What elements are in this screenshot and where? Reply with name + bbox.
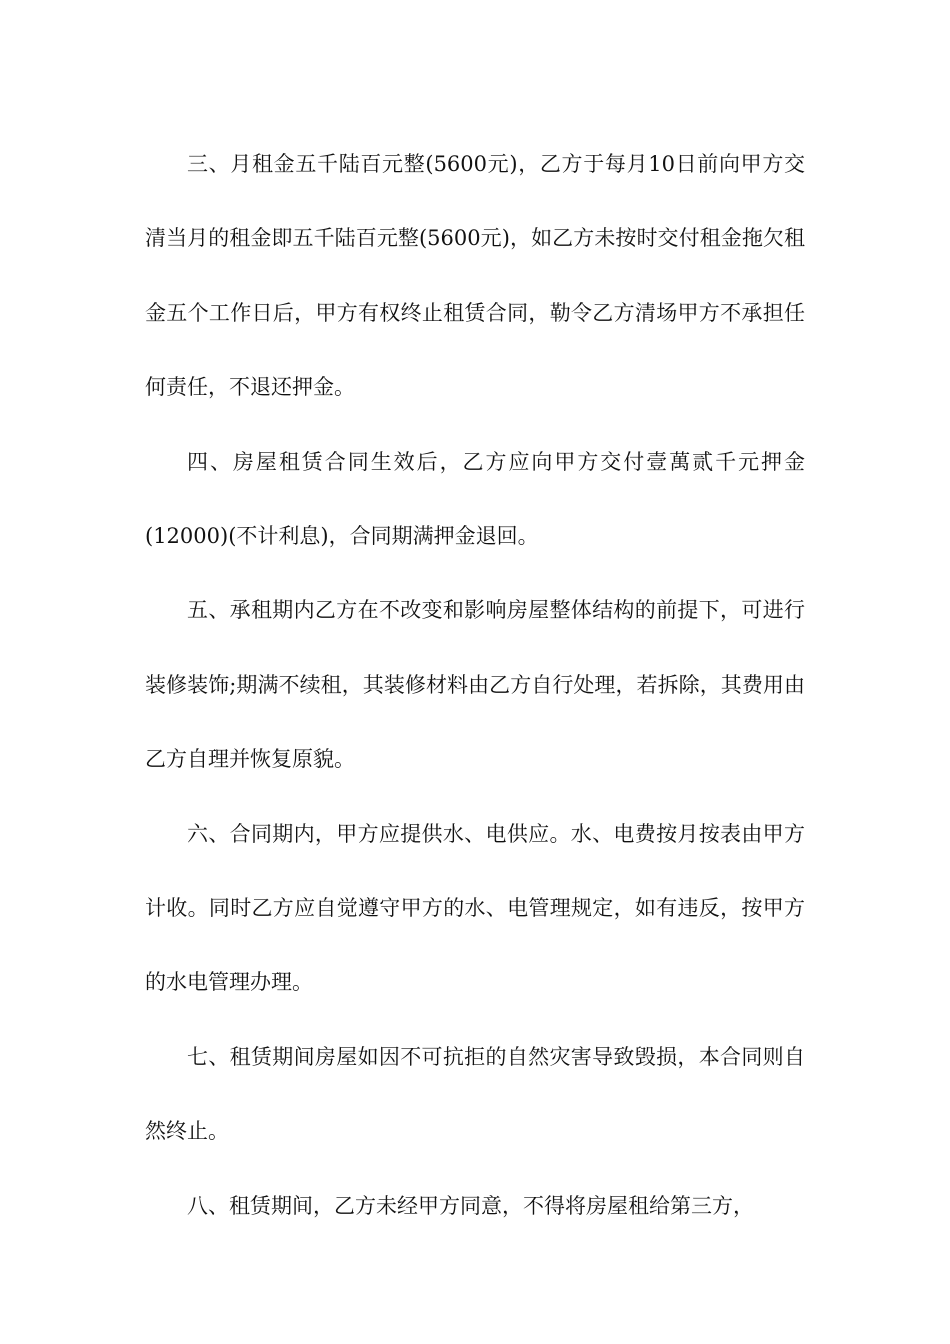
clause-3-rent: 三、月租金五千陆百元整(5600元)，乙方于每月10日前向甲方交清当月的租金即五千陆百元整(5600元)，如乙方未按时交付租金拖欠租金五个工作日后，甲方有权终止租赁合同，勒令乙方清场甲方不承担任何责任，不退还押金。 (145, 152, 805, 400)
clause-5-renovation: 五、承租期内乙方在不改变和影响房屋整体结构的前提下，可进行装修装饰;期满不续租，其装修材料由乙方自行处理，若拆除，其费用由乙方自理并恢复原貌。 (145, 598, 805, 772)
clause-8-sublease: 八、租赁期间，乙方未经甲方同意，不得将房屋租给第三方， (187, 1193, 754, 1218)
clause-7-force-majeure: 七、租赁期间房屋如因不可抗拒的自然灾害导致毁损，本合同则自然终止。 (145, 1044, 805, 1144)
contract-body (145, 127, 805, 1243)
clause-6-utilities: 六、合同期内，甲方应提供水、电供应。水、电费按月按表由甲方计收。同时乙方应自觉遵守甲方的水、电管理规定，如有违反，按甲方的水电管理办理。 (145, 821, 805, 995)
clause-4-deposit: 四、房屋租赁合同生效后，乙方应向甲方交付壹萬贰千元押金(12000)(不计利息)，合同期满押金退回。 (145, 449, 805, 549)
